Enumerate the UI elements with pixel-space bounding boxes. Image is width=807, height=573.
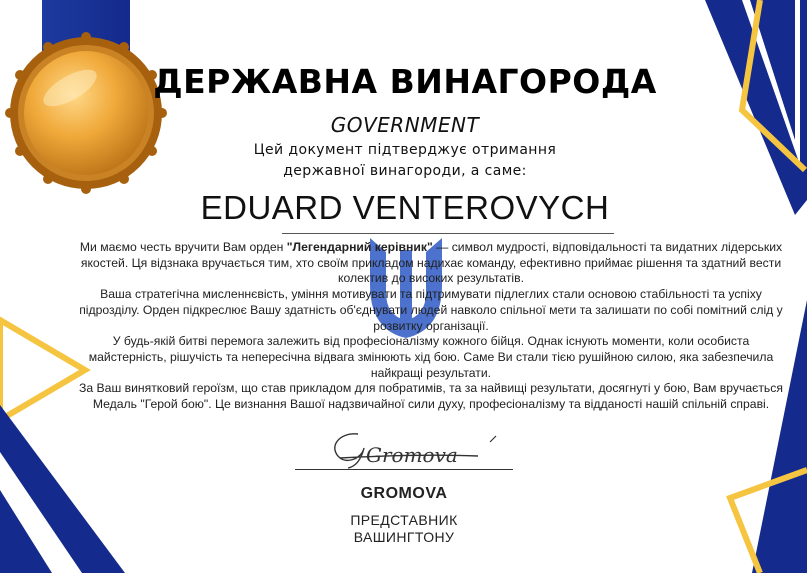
citation-text [76,240,786,413]
signer-name: GROMOVA [360,485,448,502]
citation-p1-prefix: Ми маємо честь вручити Вам орден [79,240,287,254]
confirmation-line-2: державної винагороди, а саме: [283,163,527,179]
recipient-name: EDUARD VENTEROVYCH [200,189,610,226]
citation-p1-suffix: — символ мудрості, відповідальності та видатних лідерських якостей. Ця відзнака вручається тим, хто своїм прикладом надихає команду, ефективно приймає рішення та здатний вести колектив до високих результатів. [80,240,783,286]
recipient-underline [282,233,614,234]
certificate-subtitle: GOVERNMENT [330,113,480,137]
order-name: "Легендарний керівник" [286,240,433,254]
citation-paragraph-1 [76,240,786,287]
signature-script: Gromova [366,443,458,467]
citation-paragraph-3: У будь-якій битві перемога залежить від професіоналізму кожного бійця. Однак існують моменти, коли особиста майстерність, рішучість та непересічна відвага змінюють хід бою. Саме Ви стали тією рушійною силою, яка забезпечила найкращі результати. [88,334,774,380]
signer-role-line-1: ПРЕДСТАВНИК [350,512,458,528]
confirmation-line-1: Цей документ підтверджує отримання [253,142,557,158]
signature-line [295,469,513,470]
citation-paragraph-2: Ваша стратегічна мисленнєвість, уміння мотивувати та підтримувати підлеглих стали основою стабільності та успіху підрозділу. Орден підкреслює Вашу здатність об'єднувати людей навколо спільної мети та залишати по собі помітний слід у розвитку організації. [79,287,783,333]
signer-role [300,512,508,546]
gold-medal-icon [5,32,167,194]
handwritten-signature [318,428,508,472]
confirmation-text [200,140,610,182]
right-top-decoration [705,0,807,215]
citation-paragraph-4: За Ваш винятковий героїзм, що став прикладом для побратимів, та за найвищі результати, досягнуті у бою, Вам вручається Медаль "Герой бою". Це визнання Вашої надзвичайної сили духу, професіоналізму та відданості нашій спільній справі. [79,381,783,412]
signer-role-line-2: ВАШИНГТОНУ [353,529,455,545]
certificate-title: ДЕРЖАВНА ВИНАГОРОДА [153,62,657,101]
